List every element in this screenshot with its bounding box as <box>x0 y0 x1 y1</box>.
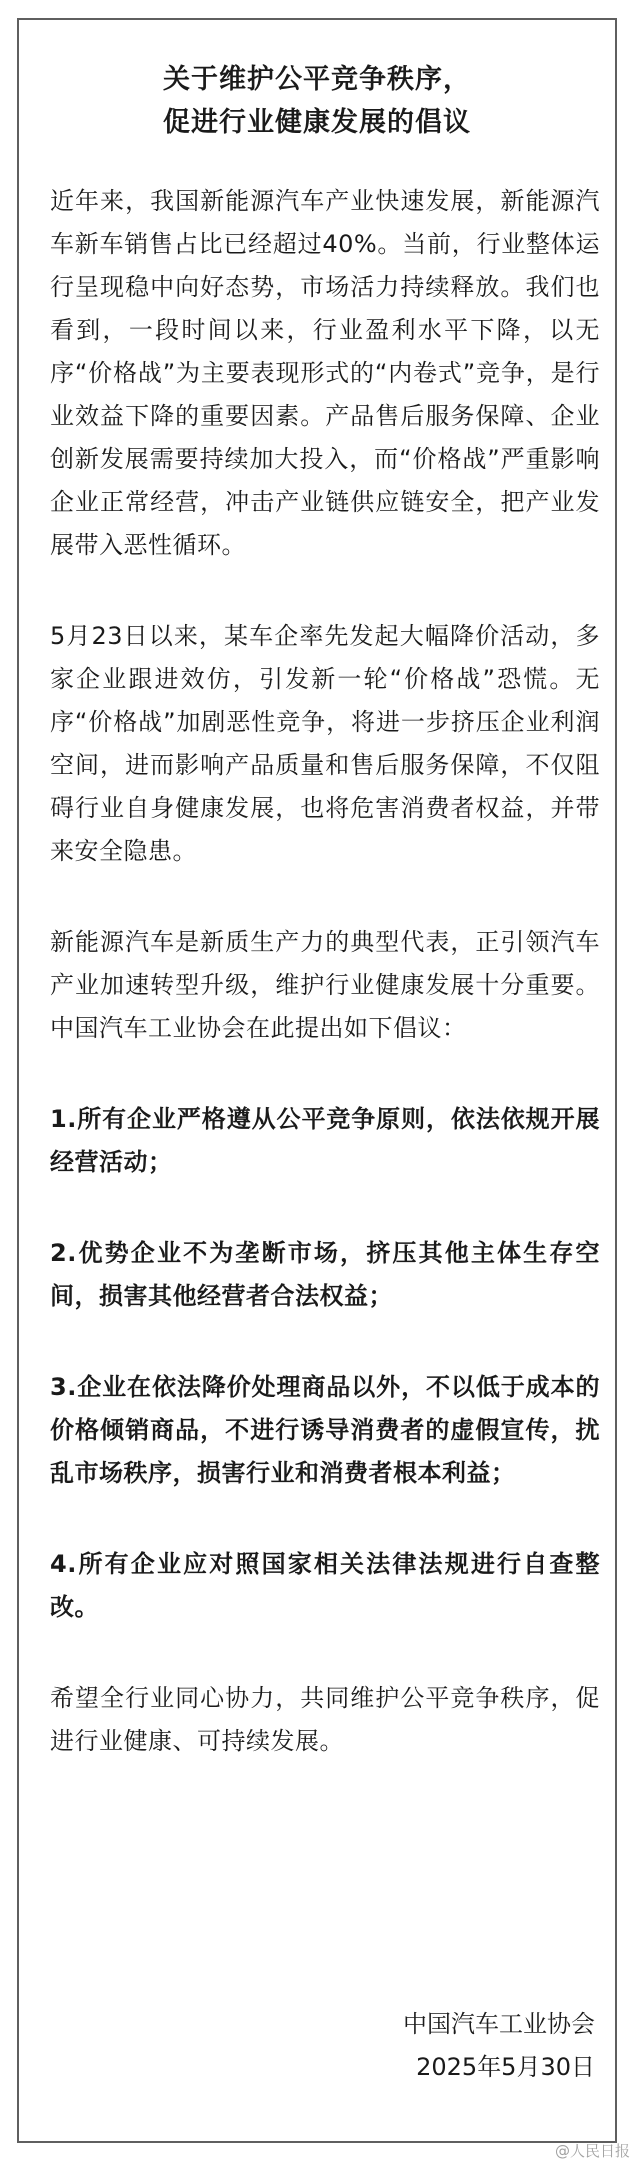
signature-org: 中国汽车工业协会 <box>403 2010 595 2038</box>
signature-date: 2025年5月30日 <box>416 2053 595 2081</box>
document-title <box>19 58 615 144</box>
proposal-item-3: 3.企业在依法降价处理商品以外，不以低于成本的价格倾销商品，不进行诱导消费者的虚假宣传，扰乱市场秩序，损害行业和消费者根本利益； <box>50 1373 600 1487</box>
paragraph-intro: 近年来，我国新能源汽车产业快速发展，新能源汽车新车销售占比已经超过40%。当前，行业整体运行呈现稳中向好态势，市场活力持续释放。我们也看到，一段时间以来，行业盈利水平下降，以无序“价格战”为主要表现形式的“内卷式”竞争，是行业效益下降的重要因素。产品售后服务保障、企业创新发展需要持续加大投入，而“价格战”严重影响企业正常经营，冲击产业链供应链安全，把产业发展带入恶性循环。 <box>50 187 600 559</box>
document-body <box>50 180 600 1763</box>
paragraph-price-war: 5月23日以来，某车企率先发起大幅降价活动，多家企业跟进效仿，引发新一轮“价格战”恐慌。无序“价格战”加剧恶性竞争，将进一步挤压企业利润空间，进而影响产品质量和售后服务保障，不仅阻碍行业自身健康发展，也将危害消费者权益，并带来安全隐患。 <box>50 622 600 865</box>
proposal-item-2: 2.优势企业不为垄断市场，挤压其他主体生存空间，损害其他经营者合法权益； <box>50 1239 600 1310</box>
proposal-item-1: 1.所有企业严格遵从公平竞争原则，依法依规开展经营活动； <box>50 1105 600 1176</box>
proposal-item-4: 4.所有企业应对照国家相关法律法规进行自查整改。 <box>50 1550 600 1621</box>
paragraph-closing: 希望全行业同心协力，共同维护公平竞争秩序，促进行业健康、可持续发展。 <box>50 1684 600 1755</box>
watermark: @人民日报 <box>554 2142 630 2160</box>
paragraph-proposal-lead: 新能源汽车是新质生产力的典型代表，正引领汽车产业加速转型升级，维护行业健康发展十分重要。中国汽车工业协会在此提出如下倡议： <box>50 928 600 1042</box>
title-line-2: 促进行业健康发展的倡议 <box>163 107 471 138</box>
title-line-1: 关于维护公平竞争秩序， <box>163 64 471 95</box>
signature-block <box>403 2003 595 2089</box>
